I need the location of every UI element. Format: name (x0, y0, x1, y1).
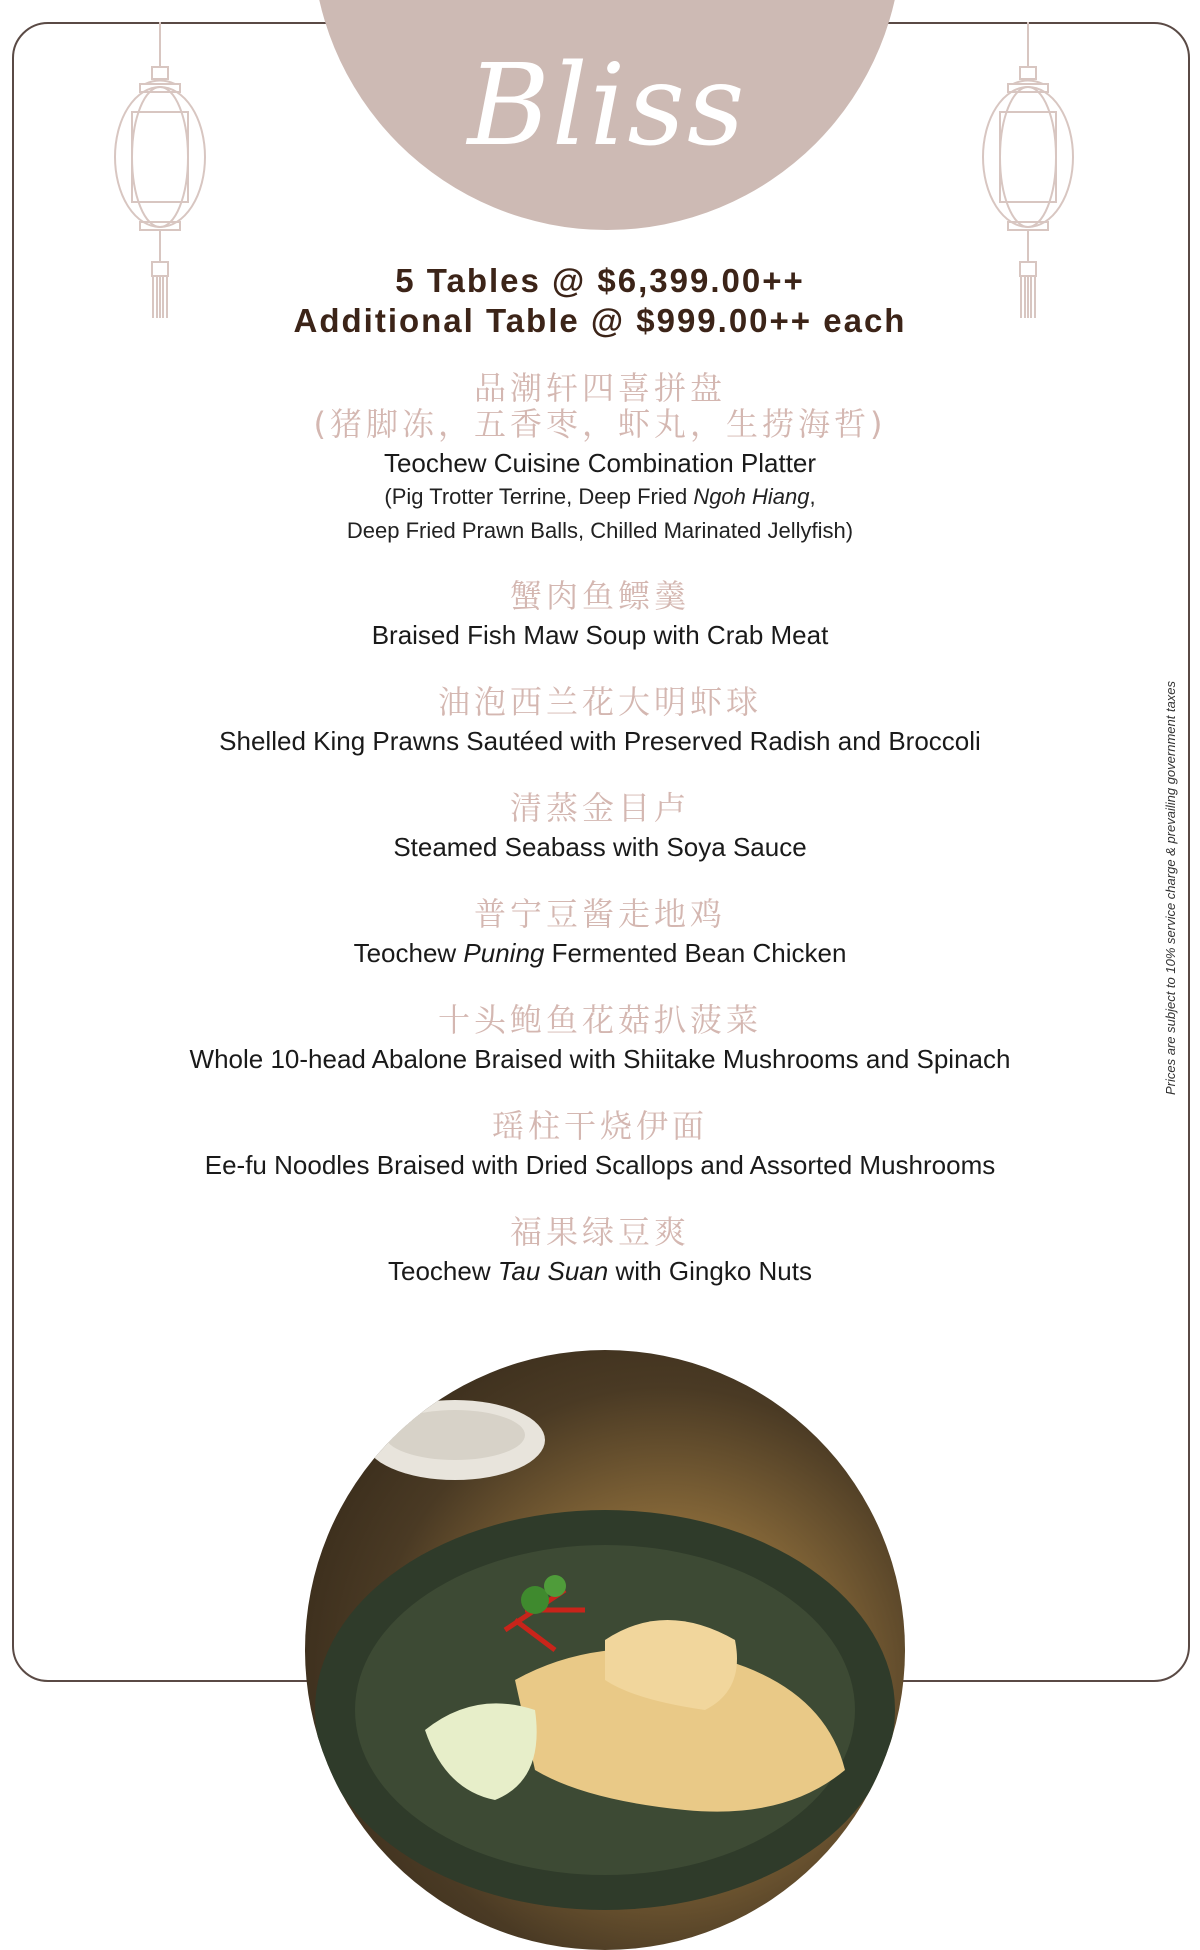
dish-chinese-name: 油泡西兰花大明虾球 (437, 683, 762, 721)
dish-english-name: Shelled King Prawns Sautéed with Preserved Radish and Broccoli (219, 726, 981, 756)
dish-chinese-name: 瑶柱干烧伊面 (491, 1107, 708, 1145)
dish-chinese-name: 普宁豆酱走地鸡 (473, 895, 726, 933)
dish-english-name: Teochew Puning Fermented Bean Chicken (353, 938, 847, 968)
dish-item (0, 790, 1200, 864)
dish-english-name: Teochew Tau Suan with Gingko Nuts (388, 1256, 812, 1286)
menu-list (0, 370, 1200, 1288)
dish-chinese-name: 福果绿豆爽 (509, 1213, 690, 1251)
dish-chinese-name: 清蒸金目卢 (509, 789, 690, 827)
dish-english-name: Teochew Cuisine Combination Platter (383, 448, 817, 478)
dish-illustration (305, 1350, 905, 1950)
menu-title: Bliss (467, 41, 747, 171)
dish-description: Deep Fried Prawn Balls, Chilled Marinated Jellyfish) (346, 518, 854, 543)
dish-english-name: Ee-fu Noodles Braised with Dried Scallops and Assorted Mushrooms (204, 1150, 996, 1180)
dish-item (0, 1002, 1200, 1076)
price-line-additional: Additional Table @ $999.00++ each (293, 302, 907, 339)
dish-item (0, 684, 1200, 758)
dish-item (0, 578, 1200, 652)
dish-english-name: Braised Fish Maw Soup with Crab Meat (371, 620, 829, 650)
dish-description: (Pig Trotter Terrine, Deep Fried Ngoh Hiang, (384, 484, 816, 509)
dish-english-name: Steamed Seabass with Soya Sauce (393, 832, 807, 862)
food-photo (305, 1350, 905, 1950)
dish-chinese-name: 蟹肉鱼鳔羹 (509, 577, 690, 615)
price-line-base: 5 Tables @ $6,399.00++ (395, 262, 805, 299)
dish-item (0, 1108, 1200, 1182)
dish-chinese-name: 十头鲍鱼花菇扒菠菜 (437, 1001, 762, 1039)
price-disclaimer: Prices are subject to 10% service charge & prevailing government taxes (1163, 680, 1178, 1095)
dish-chinese-subtitle: (猪脚冻，五香枣，虾丸，生捞海哲) (313, 405, 887, 443)
dish-item (0, 896, 1200, 970)
dish-chinese-name: 品潮轩四喜拼盘 (473, 369, 726, 407)
dish-item (0, 370, 1200, 548)
dish-item (0, 1214, 1200, 1288)
dish-english-name: Whole 10-head Abalone Braised with Shiitake Mushrooms and Spinach (189, 1044, 1011, 1074)
